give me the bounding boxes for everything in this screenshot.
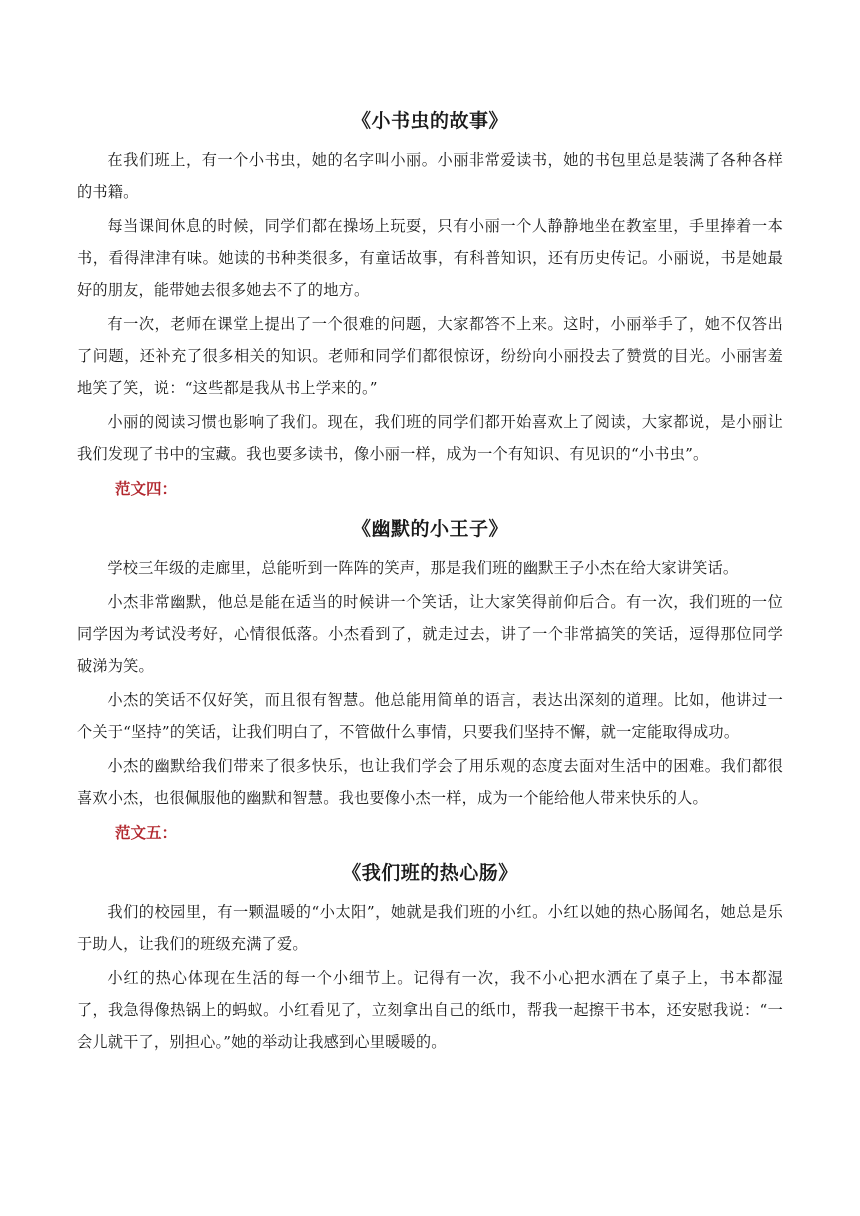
essay-paragraph: 有一次，老师在课堂上提出了一个很难的问题，大家都答不上来。这时，小丽举手了，她不仅答出了问题，还补充了很多相关的知识。老师和同学们都很惊讶，纷纷向小丽投去了赞赏的目光。小丽害羞地笑了笑，说：“这些都是我从书上学来的。” [77,315,783,397]
document-page [77,106,783,1060]
essay-paragraph: 我们的校园里，有一颗温暖的“小太阳”，她就是我们班的小红。小红以她的热心肠闻名，她总是乐于助人，让我们的班级充满了爱。 [77,903,783,953]
essay-paragraph: 小杰非常幽默，他总是能在适当的时候讲一个笑话，让大家笑得前仰后合。有一次，我们班的一位同学因为考试没考好，心情很低落。小杰看到了，就走过去，讲了一个非常搞笑的笑话，逗得那位同学破涕为笑。 [77,593,783,675]
essay-humorous-prince [77,474,783,814]
essay-paragraph: 在我们班上，有一个小书虫，她的名字叫小丽。小丽非常爱读书，她的书包里总是装满了各种各样的书籍。 [77,151,783,201]
essay-title: 《小书虫的故事》 [351,110,508,132]
essay-title: 《幽默的小王子》 [351,518,508,540]
essay-warm-hearted [77,818,783,1058]
section-label: 范文五： [115,823,178,842]
essay-paragraph: 小丽的阅读习惯也影响了我们。现在，我们班的同学们都开始喜欢上了阅读，大家都说，是小丽让我们发现了书中的宝藏。我也要多读书，像小丽一样，成为一个有知识、有见识的“小书虫”。 [77,413,783,463]
essay-title: 《我们班的热心肠》 [342,862,518,884]
essay-paragraph: 小杰的幽默给我们带来了很多快乐，也让我们学会了用乐观的态度去面对生活中的困难。我们都很喜欢小杰，也很佩服他的幽默和智慧。我也要像小杰一样，成为一个能给他人带来快乐的人。 [77,757,783,807]
essay-book-worm [77,106,783,470]
essay-paragraph: 学校三年级的走廊里，总能听到一阵阵的笑声，那是我们班的幽默王子小杰在给大家讲笑话。 [107,559,739,577]
section-label: 范文四： [115,479,178,498]
essay-paragraph: 每当课间休息的时候，同学们都在操场上玩耍，只有小丽一个人静静地坐在教室里，手里捧着一本书，看得津津有味。她读的书种类很多，有童话故事，有科普知识，还有历史传记。小丽说，书是她最好的朋友，能带她去很多她去不了的地方。 [77,217,783,299]
essay-paragraph: 小杰的笑话不仅好笑，而且很有智慧。他总能用简单的语言，表达出深刻的道理。比如，他讲过一个关于“坚持”的笑话，让我们明白了，不管做什么事情，只要我们坚持不懈，就一定能取得成功。 [77,691,783,741]
essay-paragraph: 小红的热心体现在生活的每一个小细节上。记得有一次，我不小心把水洒在了桌子上，书本都湿了，我急得像热锅上的蚂蚁。小红看见了，立刻拿出自己的纸巾，帮我一起擦干书本，还安慰我说：“一会儿就干了，别担心。”她的举动让我感到心里暖暖的。 [77,969,783,1051]
